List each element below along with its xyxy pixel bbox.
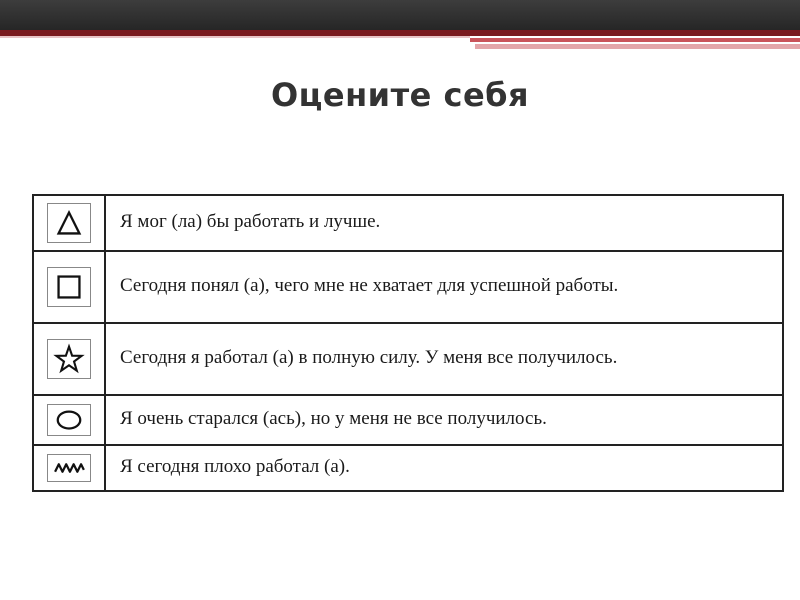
circle-icon <box>47 404 91 436</box>
table-row <box>33 445 783 491</box>
top-banner <box>0 0 800 30</box>
symbol-cell <box>33 251 105 323</box>
slide-title: Оцените себя <box>270 76 530 114</box>
row-text: Я сегодня плохо работал (а). <box>105 445 783 491</box>
symbol-cell <box>33 195 105 251</box>
square-icon <box>47 267 91 307</box>
row-text: Сегодня понял (а), чего мне не хватает для успешной работы. <box>105 251 783 323</box>
symbol-cell <box>33 323 105 395</box>
decorative-stripe <box>475 44 800 49</box>
symbol-cell <box>33 395 105 445</box>
self-assessment-table <box>32 194 784 492</box>
decorative-stripe <box>0 36 470 38</box>
table-row <box>33 251 783 323</box>
symbol-cell <box>33 445 105 491</box>
decorative-stripe <box>470 38 800 42</box>
star-icon <box>47 339 91 379</box>
table-row <box>33 395 783 445</box>
triangle-icon <box>47 203 91 243</box>
row-text: Сегодня я работал (а) в полную силу. У меня все получилось. <box>105 323 783 395</box>
zigzag-icon <box>47 454 91 482</box>
row-text: Я очень старался (ась), но у меня не все получилось. <box>105 395 783 445</box>
row-text: Я мог (ла) бы работать и лучше. <box>105 195 783 251</box>
table-row <box>33 323 783 395</box>
table-row <box>33 195 783 251</box>
